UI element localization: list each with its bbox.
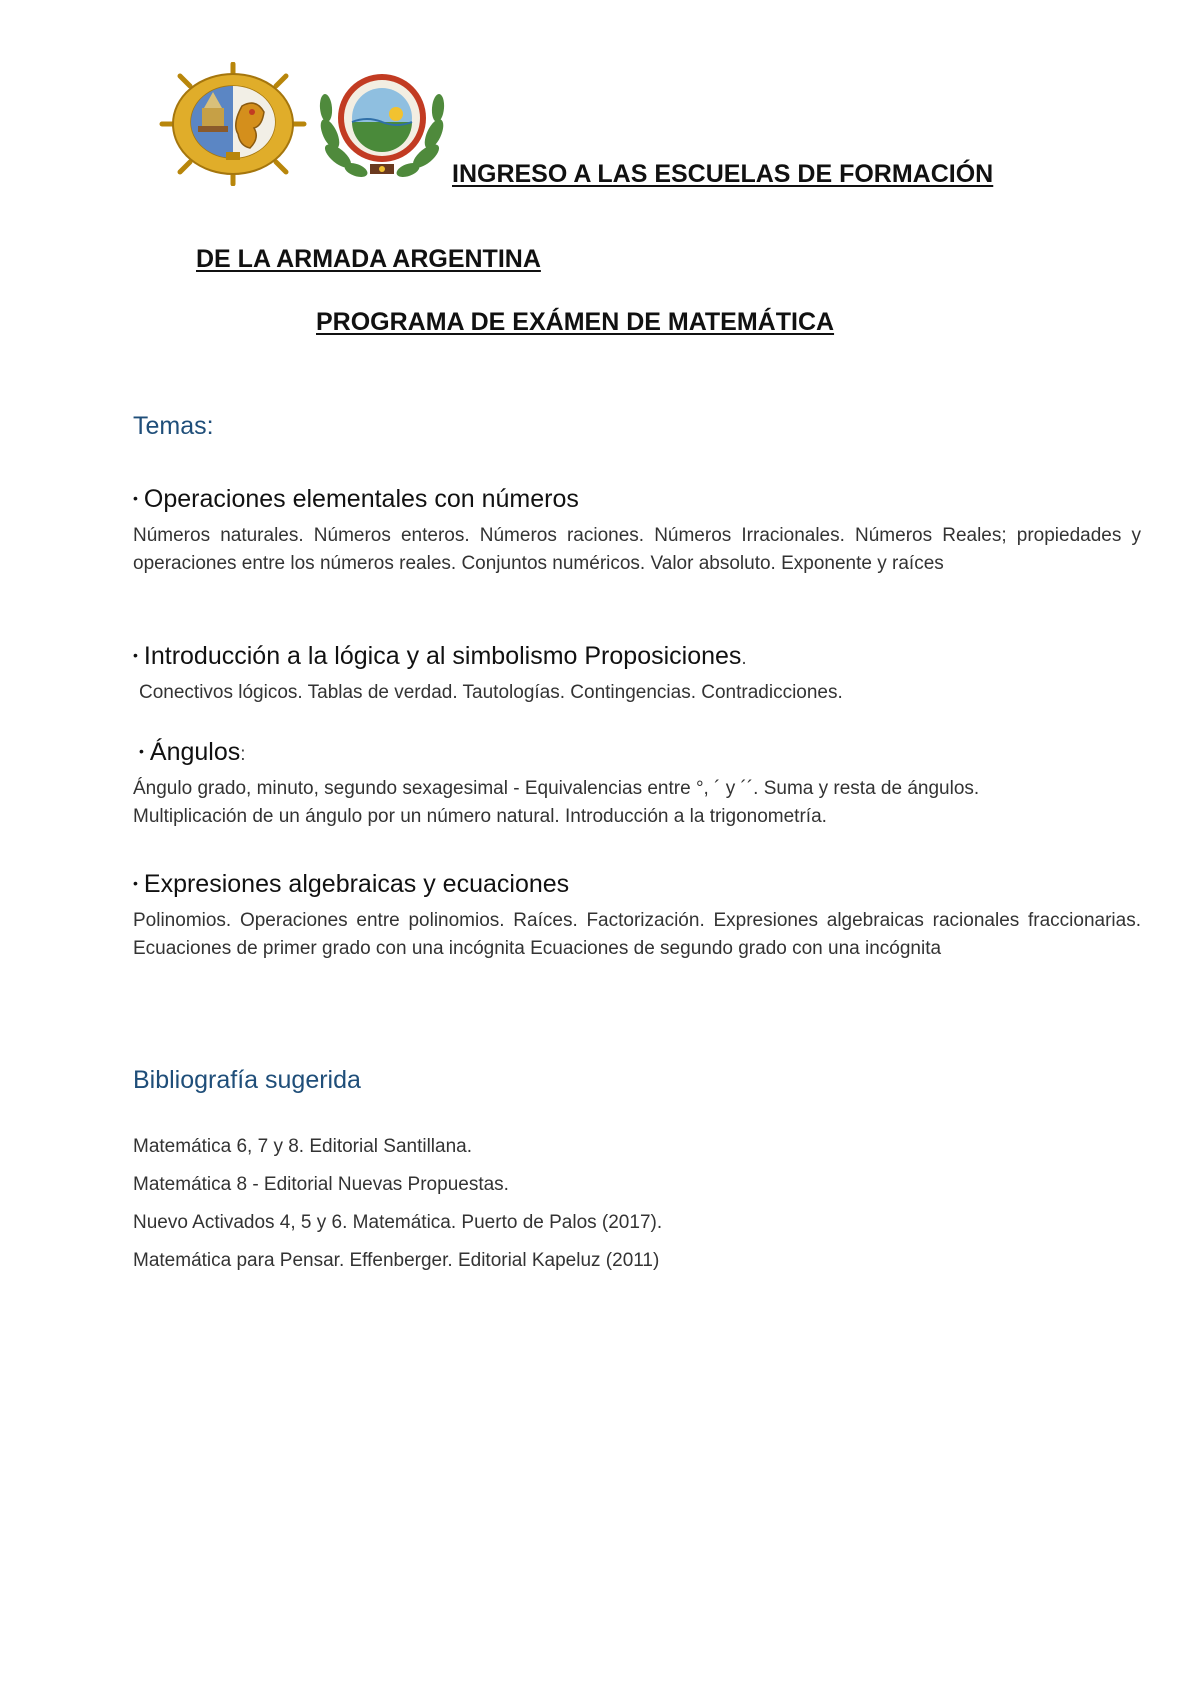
topic-description-line: Multiplicación de un ángulo por un número natural. Introducción a la trigonometría. bbox=[133, 806, 827, 827]
bibliografia-item: Matemática 6, 7 y 8. Editorial Santillana. bbox=[133, 1136, 473, 1157]
topic-title: Introducción a la lógica y al simbolismo Proposiciones bbox=[143, 642, 742, 670]
header-subtitle: PROGRAMA DE EXÁMEN DE MATEMÁTICA bbox=[316, 308, 835, 336]
bibliografia-item: Nuevo Activados 4, 5 y 6. Matemática. Puerto de Palos (2017). bbox=[133, 1212, 663, 1233]
topic-description bbox=[133, 775, 1141, 831]
bibliografia-item: Matemática para Pensar. Effenberger. Editorial Kapeluz (2011) bbox=[133, 1250, 660, 1271]
topic-description: Conectivos lógicos. Tablas de verdad. Tautologías. Contingencias. Contradicciones. bbox=[139, 682, 843, 703]
header-title-line1: INGRESO A LAS ESCUELAS DE FORMACIÓN bbox=[452, 160, 994, 188]
bullet-icon: • bbox=[139, 743, 144, 759]
escuela-emblem-logo bbox=[158, 62, 308, 186]
topic-title: Expresiones algebraicas y ecuaciones bbox=[143, 870, 570, 898]
temas-title: Temas: bbox=[133, 412, 214, 440]
topic-description-line: Ángulo grado, minuto, segundo sexagesimal - Equivalencias entre °, ´ y ´´. Suma y resta de ángulos. bbox=[133, 778, 980, 799]
bullet-icon: • bbox=[133, 647, 138, 663]
topic-description: Polinomios. Operaciones entre polinomios. Raíces. Factorización. Expresiones algebraicas racionales fraccionarias. Ecuaciones de primer grado con una incógnita Ecuaciones de segundo grado con una incógnita bbox=[133, 910, 1141, 959]
topic-title: Operaciones elementales con números bbox=[143, 485, 579, 513]
topic-description: Números naturales. Números enteros. Números raciones. Números Irracionales. Números Reales; propiedades y operaciones entre los números reales. Conjuntos numéricos. Valor absoluto. Exponente y raíces bbox=[133, 525, 1141, 574]
bullet-icon: • bbox=[133, 875, 138, 891]
topic-operaciones bbox=[133, 485, 1141, 578]
topic-expresiones bbox=[133, 870, 1141, 963]
topic-title-suffix: . bbox=[741, 648, 747, 669]
bibliografia-title: Bibliografía sugerida bbox=[133, 1066, 361, 1094]
bibliografia-list bbox=[133, 1133, 662, 1285]
topic-title: Ángulos bbox=[149, 738, 241, 766]
armada-wreath-emblem-logo bbox=[316, 64, 448, 182]
header-title-line2: DE LA ARMADA ARGENTINA bbox=[196, 245, 541, 273]
bullet-icon: • bbox=[133, 490, 138, 506]
topic-angulos bbox=[133, 738, 1141, 831]
bibliografia-item: Matemática 8 - Editorial Nuevas Propuestas. bbox=[133, 1174, 509, 1195]
topic-logica bbox=[133, 642, 1141, 707]
topic-title-suffix: : bbox=[240, 744, 246, 765]
